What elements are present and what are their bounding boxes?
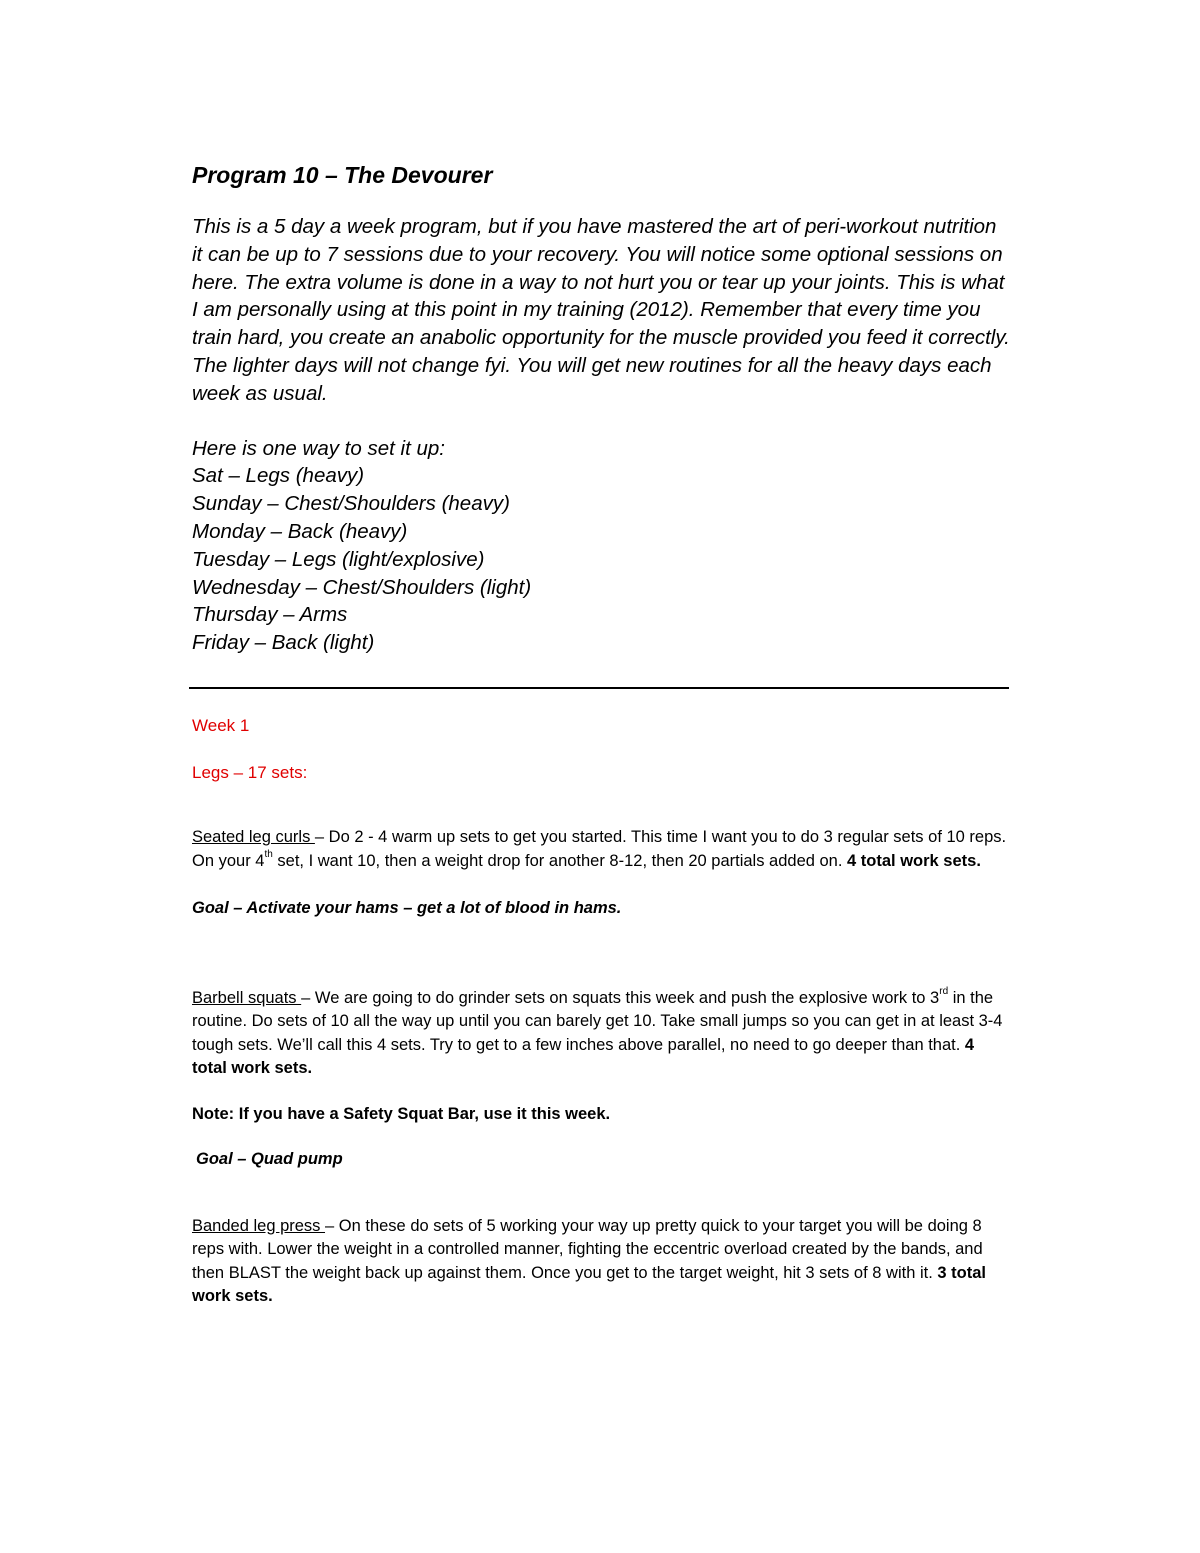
week-section: [192, 715, 1012, 1309]
exercise-description: set, I want 10, then a weight drop for another 8-12, then 20 partials added on.: [272, 851, 848, 870]
banded-leg-press-paragraph: [192, 1215, 1012, 1309]
schedule-list: [192, 462, 1012, 657]
schedule-item: Sunday – Chest/Shoulders (heavy): [192, 492, 510, 516]
ordinal-suffix: th: [264, 848, 273, 860]
exercise-description: – We are going to do grinder sets on squats this week and push the explosive work to 3: [301, 988, 940, 1007]
legs-heading: Legs – 17 sets:: [192, 763, 308, 782]
exercise-goal: Goal – Activate your hams – get a lot of blood in hams.: [192, 899, 622, 917]
exercise-description: – Do 2 - 4 warm up sets to get you started. This time I want you to do 3 regular sets of 10 reps. On your 4: [192, 828, 1007, 870]
total-work-sets: 3 total work sets.: [192, 1263, 986, 1305]
intro-paragraph: This is a 5 day a week program, but if you have mastered the art of peri-workout nutrition it can be up to 7 sessions due to your recovery. You will notice some optional sessions on here. The extra volume is done in a way to not hurt you or tear up your joints. This is what I am personally using at this point in my training (2012). Remember that every time you train hard, you create an anabolic opportunity for the muscle provided you feed it correctly. The lighter days will not change fyi. You will get new routines for all the heavy days each week as usual.: [192, 215, 1010, 405]
exercise-description: – On these do sets of 5 working your way up pretty quick to your target you will be doing 8 reps with. Lower the weight in a controlled manner, fighting the eccentric overload created by the bands, and then BLAST the weight back up against them. Once you get to the target weight, hit 3 sets of 8 with it.: [192, 1216, 983, 1282]
schedule-item: Sat – Legs (heavy): [192, 464, 365, 488]
horizontal-divider: [189, 687, 1009, 689]
exercise-name: Barbell squats: [192, 988, 302, 1007]
exercise-description: in the routine. Do sets of 10 all the way up until you can barely get 10. Take small jumps so you can get in at least 3-4 tough sets. We’ll call this 4 sets. Try to get to a few inches above parallel, no need to go deeper than that.: [192, 988, 1003, 1054]
schedule-item: Thursday – Arms: [192, 603, 348, 627]
setup-heading: Here is one way to set it up:: [192, 436, 445, 460]
seated-leg-curls-paragraph: [192, 826, 1012, 873]
intro-section: [192, 160, 1012, 657]
schedule-item: Monday – Back (heavy): [192, 519, 408, 543]
ordinal-suffix: rd: [939, 985, 949, 997]
total-work-sets: 4 total work sets.: [847, 851, 981, 870]
total-work-sets: 4 total work sets.: [192, 1035, 975, 1077]
exercise-note: Note: If you have a Safety Squat Bar, use it this week.: [192, 1104, 611, 1123]
schedule-item: Wednesday – Chest/Shoulders (light): [192, 575, 532, 599]
exercise-goal: Goal – Quad pump: [196, 1150, 343, 1168]
document-title: Program 10 – The Devourer: [192, 162, 493, 188]
exercise-name: Seated leg curls: [192, 828, 315, 846]
week-label: Week 1: [192, 716, 250, 735]
barbell-squats-paragraph: [192, 987, 1012, 1081]
schedule-item: Friday – Back (light): [192, 631, 375, 655]
exercise-name: Banded leg press: [192, 1216, 326, 1235]
schedule-item: Tuesday – Legs (light/explosive): [192, 547, 485, 571]
